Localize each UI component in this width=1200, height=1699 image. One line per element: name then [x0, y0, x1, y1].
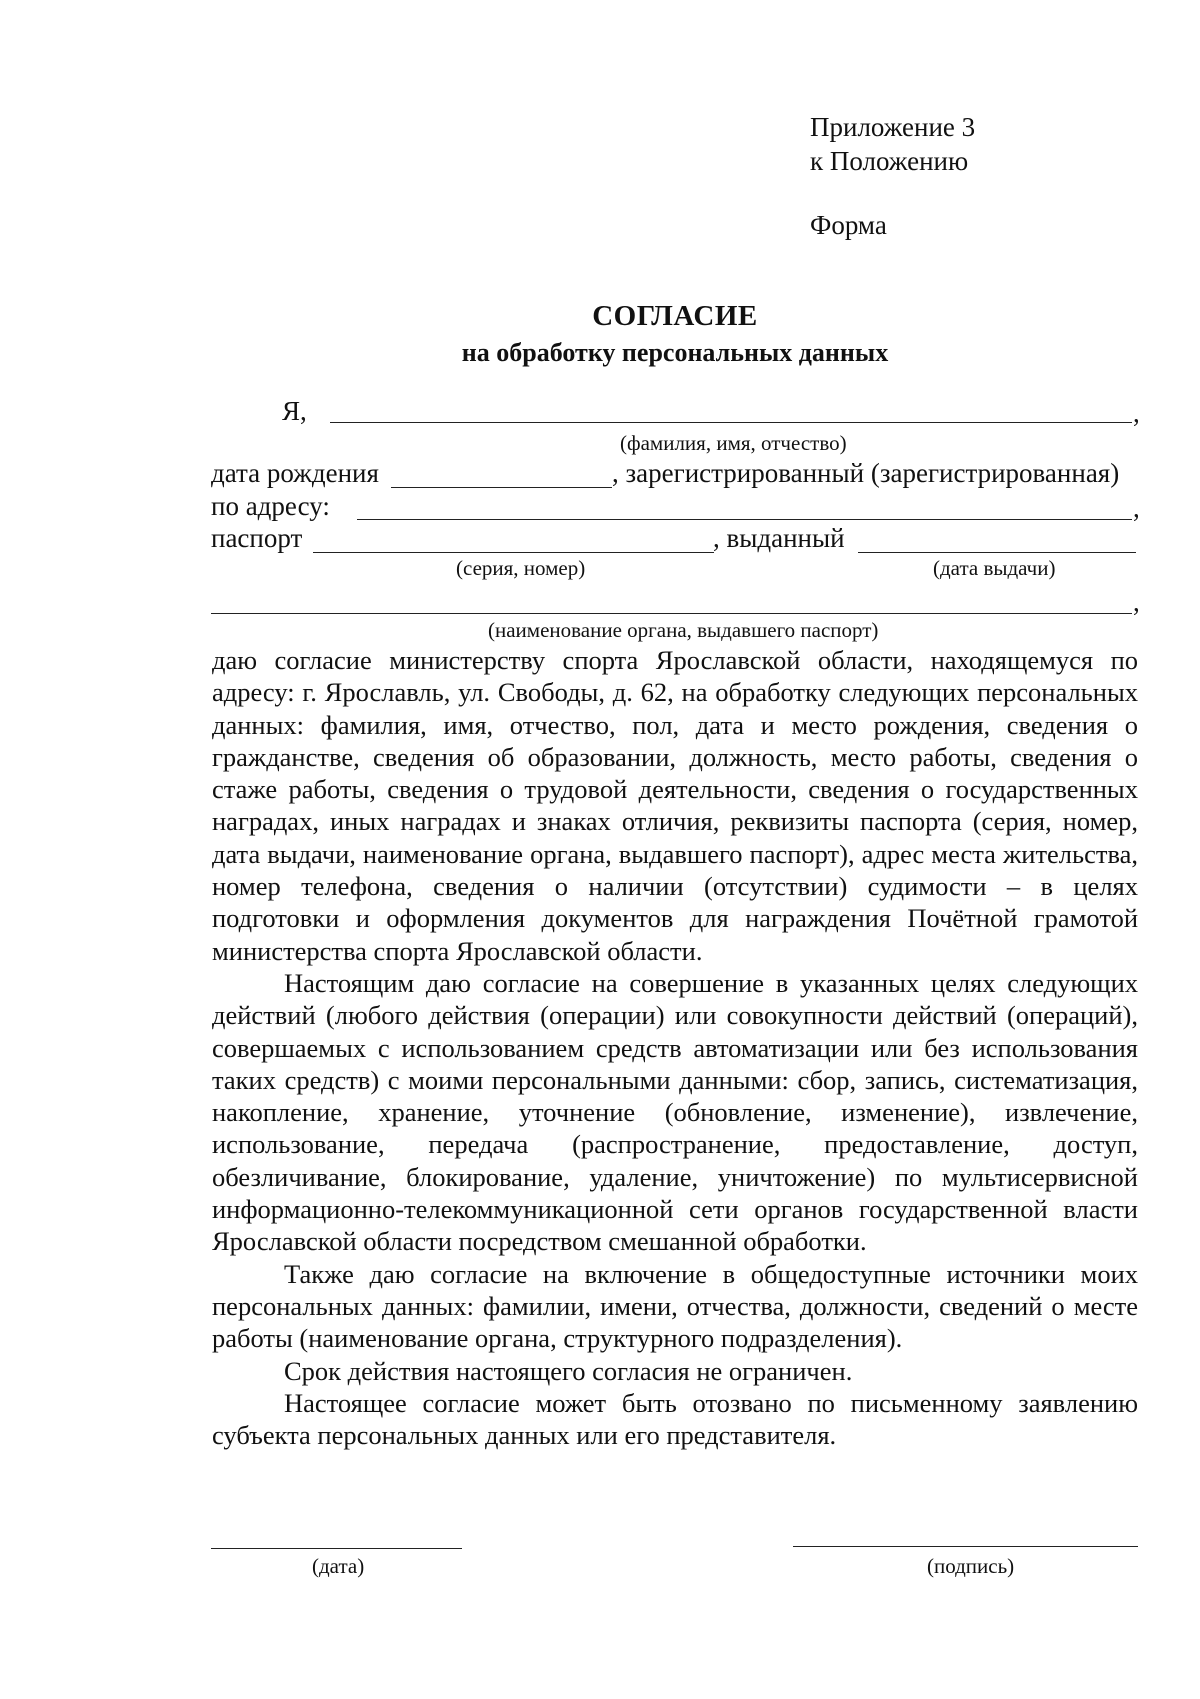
appendix-reference: к Положению	[810, 146, 969, 176]
consent-paragraph-1: даю согласие министерству спорта Ярославской области, находящемуся по адресу: г. Ярославль, ул. Свободы, д. 62, на обработку следующих персональных данных: фамилия, имя, отчество, пол, дата и место рождения, сведения о гражданстве, сведения об образовании, должность, место работы, сведения о стаже работы, сведения о трудовой деятельности, сведения о государственных наградах, иных наградах и знаках отличия, реквизиты паспорта (серия, номер, дата выдачи, наименование органа, выдавшего паспорт), адрес места жительства, номер телефона, сведения о наличии (отсутствии) судимости – в целях подготовки и оформления документов для награждения Почётной грамотой министерства спорта Ярославской области.	[212, 645, 1138, 966]
document-title: СОГЛАСИЕ	[592, 300, 758, 332]
passport-series-caption: (серия, номер)	[456, 556, 586, 580]
address-field[interactable]	[357, 519, 1132, 520]
full-name-field[interactable]	[330, 422, 1132, 423]
consent-paragraph-2: Настоящим даю согласие на совершение в указанных целях следующих действий (любого действия (операции) или совокупности действий (операций), совершаемых с использованием средств автоматизации или без использования таких средств) с моими персональными данными: сбор, запись, систематизация, накопление, хранение, уточнение (обновление, изменение), извлечение, использование, передача (распространение, предоставление, доступ, обезличивание, блокирование, удаление, уничтожение) по мультисервисной информационно-телекоммуникационной сети органов государственной власти Ярославской области посредством смешанной обработки.	[212, 967, 1138, 1257]
full-name-comma: ,	[1133, 398, 1140, 428]
issuing-authority-caption: (наименование органа, выдавшего паспорт)	[488, 618, 879, 642]
passport-label: паспорт	[211, 523, 303, 553]
signature-caption: (подпись)	[927, 1554, 1015, 1578]
issuing-authority-field[interactable]	[211, 613, 1132, 614]
date-signature-field[interactable]	[211, 1548, 462, 1549]
appendix-header	[810, 110, 975, 242]
passport-issue-date-field[interactable]	[858, 552, 1136, 553]
consent-paragraph-4: Срок действия настоящего согласия не ограничен.	[284, 1355, 853, 1386]
address-comma: ,	[1133, 493, 1140, 523]
signature-field[interactable]	[793, 1546, 1138, 1547]
document-subtitle: на обработку персональных данных	[461, 338, 889, 367]
consent-body	[212, 644, 1138, 1451]
birth-date-label: дата рождения	[211, 458, 379, 488]
passport-number-field[interactable]	[313, 552, 714, 553]
consent-paragraph-3: Также даю согласие на включение в общедоступные источники моих персональных данных: фамилии, имени, отчества, должности, сведений о месте работы (наименование органа, структурного подразделения).	[212, 1258, 1138, 1354]
form-label: Форма	[810, 210, 887, 240]
issuing-authority-comma: ,	[1133, 587, 1140, 617]
i-label: Я,	[282, 396, 307, 426]
address-label: по адресу:	[211, 491, 330, 521]
registered-label: , зарегистрированный (зарегистрированная)	[612, 458, 1120, 488]
consent-paragraph-5: Настоящее согласие может быть отозвано по письменному заявлению субъекта персональных данных или его представителя.	[212, 1387, 1138, 1451]
appendix-number: Приложение 3	[810, 112, 976, 142]
date-caption: (дата)	[312, 1554, 365, 1578]
issued-label: , выданный	[713, 523, 845, 553]
birth-date-field[interactable]	[391, 487, 612, 488]
full-name-caption: (фамилия, имя, отчество)	[620, 431, 847, 455]
passport-issue-date-caption: (дата выдачи)	[933, 556, 1056, 580]
